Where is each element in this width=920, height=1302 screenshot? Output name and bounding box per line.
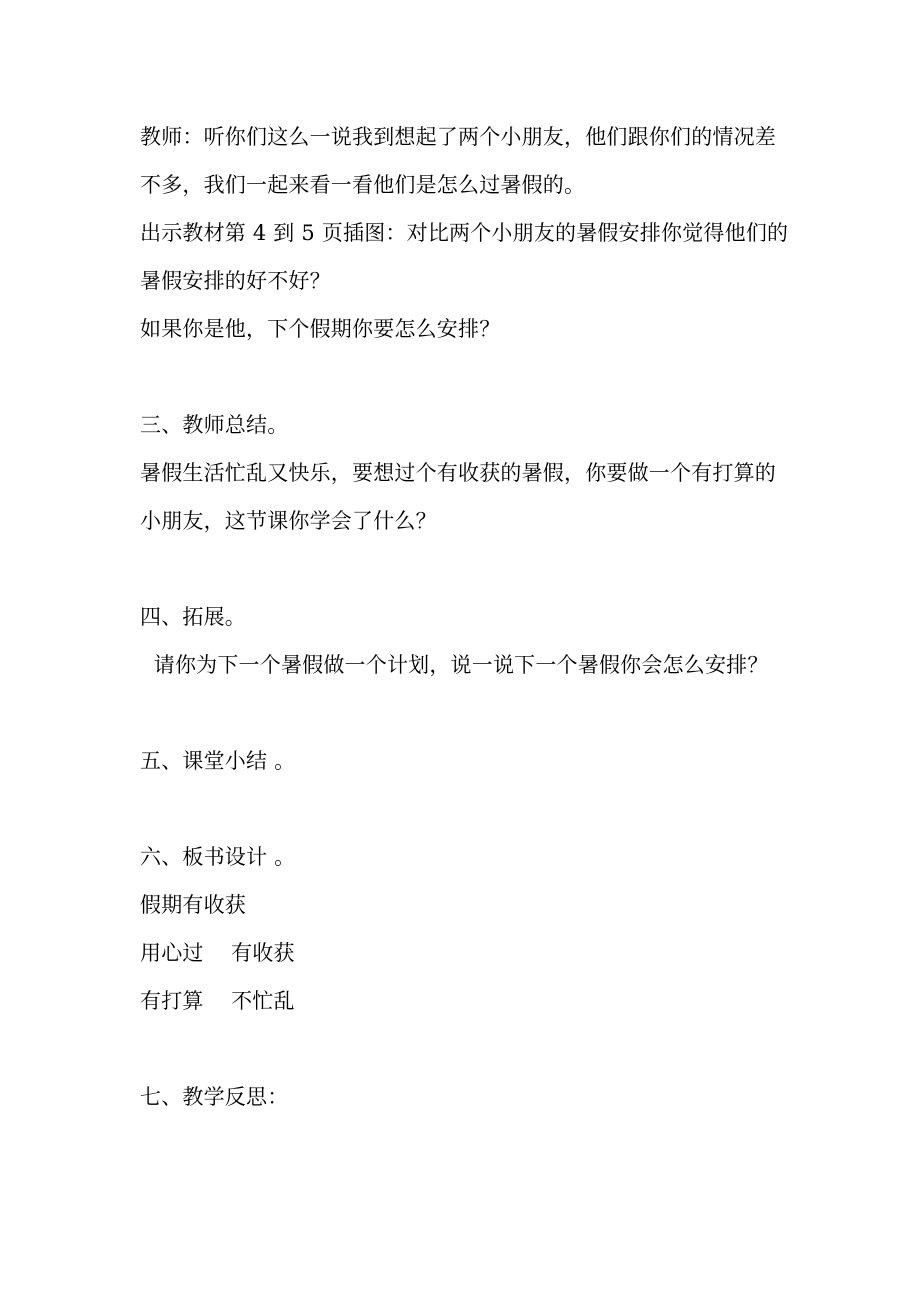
paragraph-line: 小朋友，这节课你学会了什么？: [140, 509, 437, 533]
paragraph-line: 如果你是他，下个假期你要怎么安排？: [140, 317, 501, 341]
section-heading: 四、拓展。: [140, 605, 246, 629]
section-heading: 六、板书设计 。: [140, 845, 296, 869]
paragraph-line: 出示教材第 4 到 5 页插图：对比两个小朋友的暑假安排你觉得他们的: [140, 221, 789, 245]
paragraph-line: 暑假安排的好不好？: [140, 269, 331, 293]
paragraph-line: 请你为下一个暑假做一个计划，说一说下一个暑假你会怎么安排？: [140, 653, 769, 677]
paragraph-line: 不多，我们一起来看一看他们是怎么过暑假的。: [140, 173, 586, 197]
board-design-title: 假期有收获: [140, 893, 246, 917]
section-heading: 五、课堂小结 。: [140, 749, 296, 773]
paragraph-line: 教师：听你们这么一说我到想起了两个小朋友，他们跟你们的情况差: [140, 125, 776, 149]
board-design-line: 有打算 不忙乱: [140, 989, 295, 1013]
paragraph-line: 暑假生活忙乱又快乐，要想过个有收获的暑假，你要做一个有打算的: [140, 461, 776, 485]
section-heading: 三、教师总结。: [140, 413, 289, 437]
section-heading: 七、教学反思：: [140, 1085, 289, 1109]
board-design-line: 用心过 有收获: [140, 941, 295, 965]
